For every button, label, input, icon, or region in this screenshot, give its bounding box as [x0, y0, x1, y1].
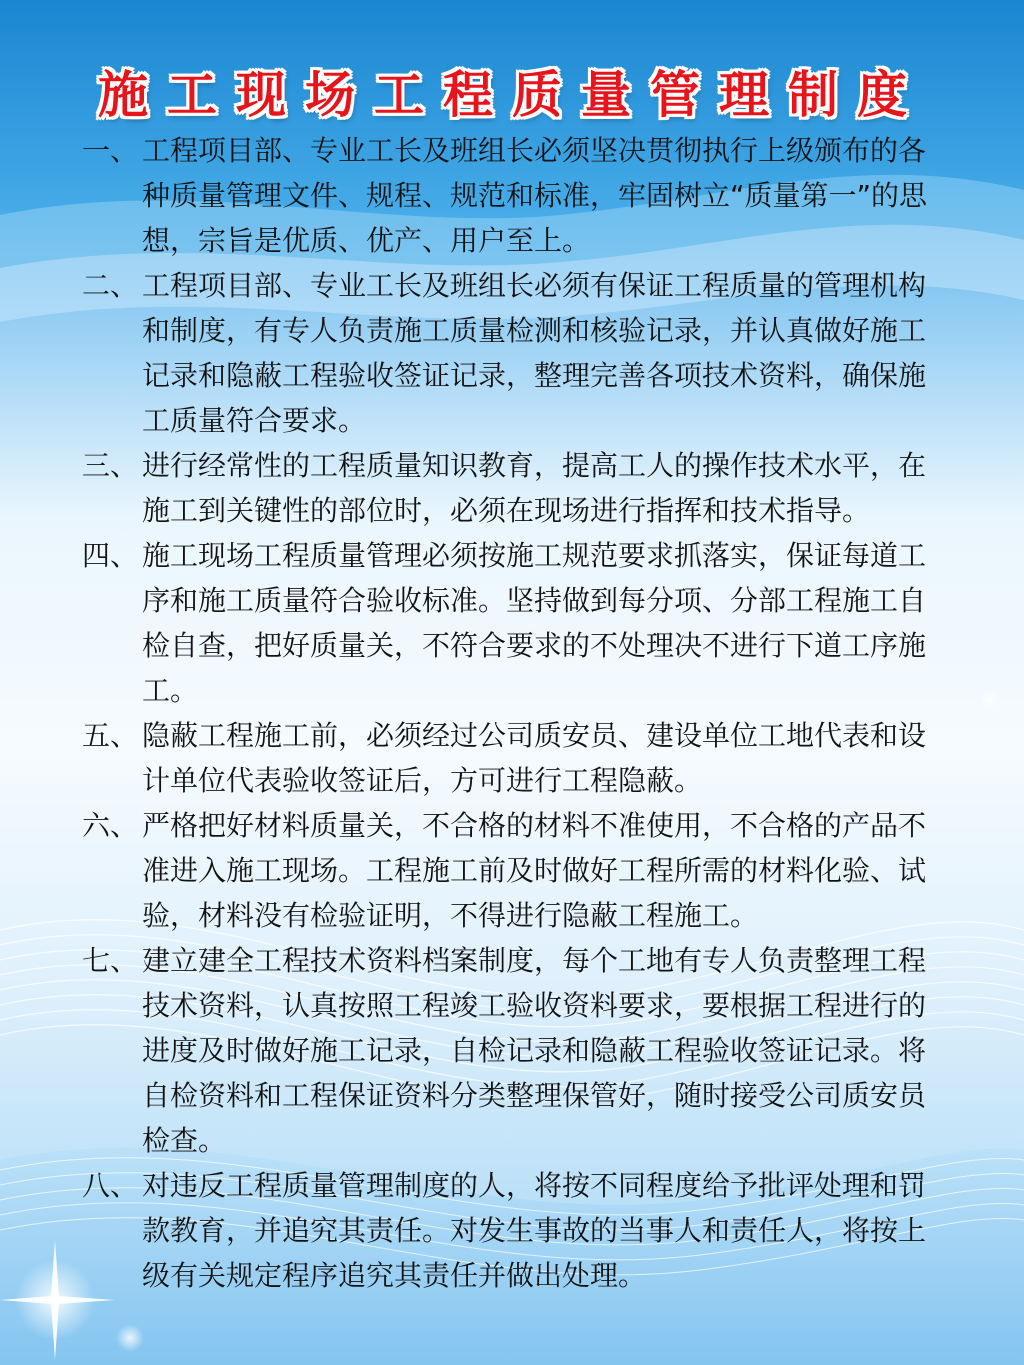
list-item	[82, 443, 952, 533]
item-number: 五、	[82, 719, 139, 752]
regulation-list	[82, 128, 952, 1298]
list-item	[82, 533, 952, 713]
page-title: 施工现场工程质量管理制度	[98, 66, 926, 124]
list-item	[82, 1163, 952, 1298]
item-text: 对违反工程质量管理制度的人，将按不同程度给予批评处理和罚款教育，并追究其责任。对发生事故的当事人和责任人，将按上级有关规定程序追究其责任并做出处理。	[142, 1169, 927, 1292]
item-text: 严格把好材料质量关，不合格的材料不准使用，不合格的产品不准进入施工现场。工程施工前及时做好工程所需的材料化验、试验，材料没有检验证明，不得进行隐蔽工程施工。	[142, 809, 927, 932]
item-text: 施工现场工程质量管理必须按施工规范要求抓落实，保证每道工序和施工质量符合验收标准。坚持做到每分项、分部工程施工自检自查，把好质量关，不符合要求的不处理决不进行下道工序施工。	[142, 539, 927, 707]
list-item	[82, 803, 952, 938]
list-item	[82, 263, 952, 443]
list-item	[82, 128, 952, 263]
item-number: 七、	[82, 944, 139, 977]
item-number: 四、	[82, 539, 139, 572]
list-item	[82, 713, 952, 803]
item-number: 一、	[82, 134, 139, 167]
item-number: 二、	[82, 269, 139, 302]
item-number: 六、	[82, 809, 139, 842]
item-number: 三、	[82, 449, 139, 482]
list-item	[82, 938, 952, 1163]
item-text: 工程项目部、专业工长及班组长必须坚决贯彻执行上级颁布的各种质量管理文件、规程、规范和标准，牢固树立“质量第一”的思想，宗旨是优质、优产、用户至上。	[142, 134, 928, 257]
item-number: 八、	[82, 1169, 139, 1202]
item-text: 建立建全工程技术资料档案制度，每个工地有专人负责整理工程技术资料，认真按照工程竣工验收资料要求，要根据工程进行的进度及时做好施工记录，自检记录和隐蔽工程验收签证记录。将自检资料和工程保证资料分类整理保管好，随时接受公司质安员检查。	[142, 944, 927, 1157]
item-text: 进行经常性的工程质量知识教育，提高工人的操作技术水平，在施工到关键性的部位时，必须在现场进行指挥和技术指导。	[142, 449, 927, 527]
item-text: 隐蔽工程施工前，必须经过公司质安员、建设单位工地代表和设计单位代表验收签证后，方可进行工程隐蔽。	[142, 719, 927, 797]
item-text: 工程项目部、专业工长及班组长必须有保证工程质量的管理机构和制度，有专人负责施工质量检测和核验记录，并认真做好施工记录和隐蔽工程验收签证记录，整理完善各项技术资料，确保施工质量符合要求。	[142, 269, 927, 437]
